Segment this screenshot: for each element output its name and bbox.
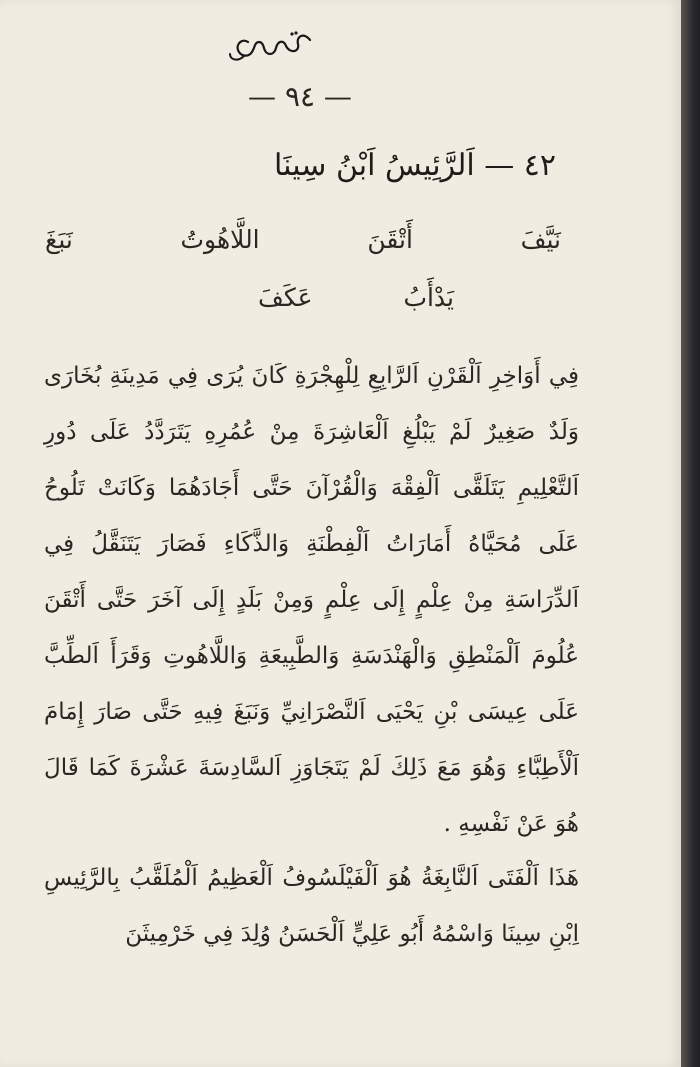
vocab-word: عَكَفَ <box>258 283 313 312</box>
vocab-word: اللَّاهُوتُ <box>180 225 260 254</box>
body-paragraph-1: فِي أَوَاخِرِ اَلْقَرْنِ اَلرَّابِعِ لِلْهِجْرَةِ كَانَ يُرَى فِي مَدِينَةِ بُخَارَى وَلَدٌ صَغِيرٌ لَمْ يَبْلُغِ اَلْعَاشِرَةَ مِنْ عُمُرِهِ يَتَرَدَّدُ عَلَى دُورِ اَلتَّعْلِيمِ يَتَلَقَّى اَلْفِقْهَ وَالْقُرْآنَ حَتَّى أَجَادَهُمَا وَكَانَتْ تَلُوحُ عَلَى مُحَيَّاهُ أَمَارَاتُ اَلْفِطْنَةِ وَالذَّكَاءِ فَصَارَ يَتَنَقَّلُ فِي اَلدِّرَاسَةِ مِنْ عِلْمٍ إِلَى عِلْمٍ وَمِنْ بَلَدٍ إِلَى آخَرَ حَتَّى أَتْقَنَ عُلُومَ اَلْمَنْطِقِ وَالْهَنْدَسَةِ وَالطَّبِيعَةِ وَاللَّاهُوتِ وَقَرَأَ اَلطِّبَّ عَلَى عِيسَى بْنِ يَحْيَى اَلنَّصْرَانِيِّ وَنَبَغَ فِيهِ حَتَّى صَارَ إِمَامَ اَلْأَطِبَّاءِ وَهُوَ مَعَ ذَلِكَ لَمْ يَتَجَاوَزِ اَلسَّادِسَةَ عَشْرَةَ كَمَا قَالَ هُوَ عَنْ نَفْسِهِ . <box>44 363 579 837</box>
lesson-title: ٤٢ — اَلرَّئِيسُ اَبْنُ سِينَا <box>274 148 556 183</box>
vocab-word: أَتْقَنَ <box>367 225 413 254</box>
body-paragraph-2: هَذَا اَلْفَتَى اَلنَّابِغَةُ هُوَ اَلْفَيْلَسُوفُ اَلْعَظِيمُ اَلْمُلَقَّبُ بِالرَّئِيسِ اِبْنِ سِينَا وَاسْمُهُ أَبُو عَلِيٍّ اَلْحَسَنُ وُلِدَ فِي خَرْمِيثَنَ <box>44 865 579 947</box>
page-number: — ٩٤ — <box>248 80 352 113</box>
book-edge <box>681 0 700 1067</box>
vocab-word: نَيَّفَ <box>520 225 561 254</box>
vocab-word: نَبَغَ <box>45 225 73 254</box>
handwritten-signature <box>226 26 316 66</box>
vocabulary-row-2 <box>256 283 456 312</box>
vocab-word: يَدْأَبُ <box>403 283 454 312</box>
vocabulary-row-1 <box>43 225 563 254</box>
